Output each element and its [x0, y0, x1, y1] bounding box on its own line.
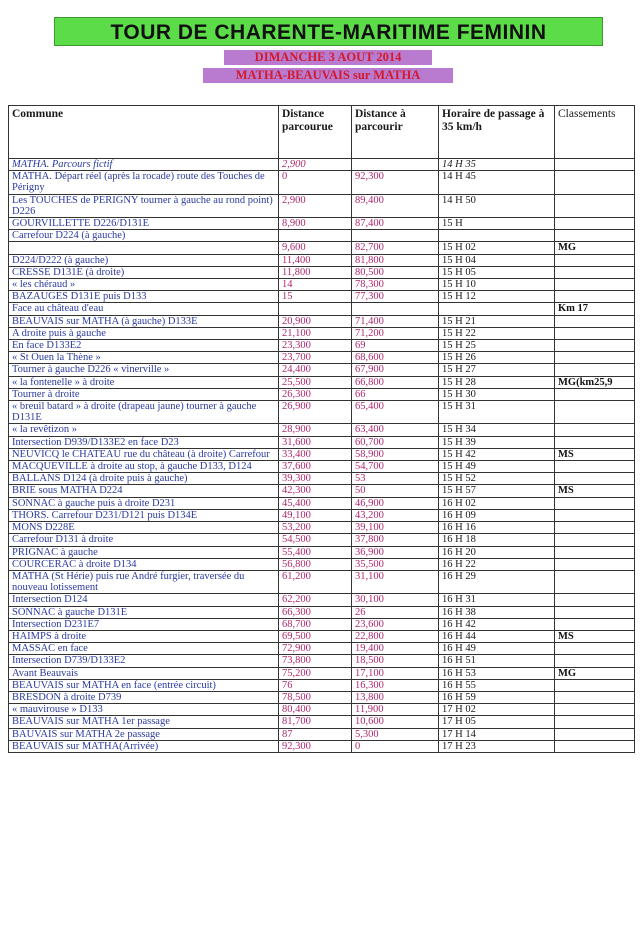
cell-distance-parcourue: 42,300: [279, 485, 352, 497]
cell-commune: Avant Beauvais: [9, 667, 279, 679]
cell-commune: MACQUEVILLE à droite au stop, à gauche D133, D124: [9, 461, 279, 473]
table-row: [9, 485, 635, 497]
cell-commune: MATHA. Parcours fictif: [9, 159, 279, 171]
cell-distance-a-parcourir: 82,700: [352, 242, 439, 254]
cell-commune: SONNAC à gauche puis à droite D231: [9, 497, 279, 509]
cell-distance-a-parcourir: 81,800: [352, 254, 439, 266]
cell-distance-parcourue: 23,300: [279, 340, 352, 352]
table-row: [9, 352, 635, 364]
cell-classement: [555, 327, 635, 339]
cell-classement: [555, 655, 635, 667]
cell-distance-a-parcourir: 11,900: [352, 704, 439, 716]
cell-horaire: 15 H: [439, 218, 555, 230]
cell-distance-parcourue: 26,300: [279, 388, 352, 400]
cell-classement: [555, 424, 635, 436]
cell-distance-a-parcourir: 36,900: [352, 546, 439, 558]
cell-classement: [555, 679, 635, 691]
cell-commune: BAZAUGES D131E puis D133: [9, 291, 279, 303]
table-row: [9, 388, 635, 400]
cell-distance-parcourue: 73,800: [279, 655, 352, 667]
cell-commune: A droite puis à gauche: [9, 327, 279, 339]
cell-commune: Intersection D231E7: [9, 618, 279, 630]
cell-horaire: 15 H 22: [439, 327, 555, 339]
table-row: [9, 254, 635, 266]
cell-distance-parcourue: 55,400: [279, 546, 352, 558]
table-header-row: [9, 106, 635, 159]
cell-distance-a-parcourir: 35,500: [352, 558, 439, 570]
document-title: TOUR DE CHARENTE-MARITIME FEMININ: [54, 17, 603, 46]
cell-horaire: 16 H 51: [439, 655, 555, 667]
cell-commune: BRIE sous MATHA D224: [9, 485, 279, 497]
cell-horaire: 15 H 28: [439, 376, 555, 388]
cell-horaire: 15 H 04: [439, 254, 555, 266]
cell-distance-a-parcourir: 63,400: [352, 424, 439, 436]
cell-distance-a-parcourir: 22,800: [352, 630, 439, 642]
table-row: [9, 194, 635, 217]
cell-classement: [555, 436, 635, 448]
cell-classement: [555, 171, 635, 194]
cell-horaire: 15 H 42: [439, 448, 555, 460]
cell-horaire: 15 H 02: [439, 242, 555, 254]
cell-commune: MONS D228E: [9, 522, 279, 534]
cell-distance-a-parcourir: 67,900: [352, 364, 439, 376]
cell-horaire: 16 H 44: [439, 630, 555, 642]
cell-distance-parcourue: 9,600: [279, 242, 352, 254]
table-row: [9, 704, 635, 716]
cell-horaire: [439, 303, 555, 315]
cell-distance-parcourue: 69,500: [279, 630, 352, 642]
table-row: [9, 315, 635, 327]
cell-distance-a-parcourir: 30,100: [352, 594, 439, 606]
table-row: [9, 728, 635, 740]
cell-commune: BEAUVAIS sur MATHA 1er passage: [9, 716, 279, 728]
table-row: [9, 679, 635, 691]
cell-distance-parcourue: [279, 303, 352, 315]
table-row: [9, 401, 635, 424]
table-row: [9, 558, 635, 570]
cell-distance-a-parcourir: 68,600: [352, 352, 439, 364]
cell-commune: « mauvirouse » D133: [9, 704, 279, 716]
cell-horaire: 16 H 18: [439, 534, 555, 546]
cell-horaire: 16 H 53: [439, 667, 555, 679]
cell-classement: [555, 230, 635, 242]
cell-classement: [555, 534, 635, 546]
cell-distance-parcourue: 80,400: [279, 704, 352, 716]
table-row: [9, 570, 635, 593]
cell-distance-a-parcourir: 60,700: [352, 436, 439, 448]
cell-classement: [555, 266, 635, 278]
cell-distance-a-parcourir: 16,300: [352, 679, 439, 691]
cell-distance-parcourue: 2,900: [279, 194, 352, 217]
table-row: [9, 436, 635, 448]
cell-classement: [555, 704, 635, 716]
table-row: [9, 424, 635, 436]
cell-horaire: 15 H 39: [439, 436, 555, 448]
cell-distance-a-parcourir: 23,600: [352, 618, 439, 630]
cell-distance-parcourue: 92,300: [279, 740, 352, 752]
cell-horaire: 15 H 27: [439, 364, 555, 376]
cell-distance-parcourue: 72,900: [279, 643, 352, 655]
cell-distance-parcourue: 53,200: [279, 522, 352, 534]
cell-commune: HAIMPS à droite: [9, 630, 279, 642]
cell-commune: MASSAC en face: [9, 643, 279, 655]
cell-classement: [555, 401, 635, 424]
cell-classement: [555, 522, 635, 534]
table-row: [9, 667, 635, 679]
cell-distance-parcourue: [279, 230, 352, 242]
cell-classement: [555, 194, 635, 217]
table-row: [9, 291, 635, 303]
cell-commune: « St Ouen la Thène »: [9, 352, 279, 364]
table-row: [9, 594, 635, 606]
cell-horaire: 16 H 31: [439, 594, 555, 606]
race-date: DIMANCHE 3 AOUT 2014: [224, 50, 432, 65]
cell-classement: [555, 254, 635, 266]
cell-commune: COURCERAC à droite D134: [9, 558, 279, 570]
cell-horaire: 16 H 09: [439, 509, 555, 521]
table-row: [9, 230, 635, 242]
table-row: [9, 534, 635, 546]
cell-commune: « la fontenelle » à droite: [9, 376, 279, 388]
cell-classement: [555, 364, 635, 376]
cell-classement: [555, 218, 635, 230]
cell-horaire: 15 H 10: [439, 279, 555, 291]
table-row: [9, 643, 635, 655]
cell-horaire: [439, 230, 555, 242]
cell-distance-a-parcourir: 5,300: [352, 728, 439, 740]
cell-distance-parcourue: 20,900: [279, 315, 352, 327]
cell-commune: BEAUVAIS sur MATHA (à gauche) D133E: [9, 315, 279, 327]
cell-classement: [555, 594, 635, 606]
cell-horaire: 15 H 26: [439, 352, 555, 364]
cell-distance-a-parcourir: 66: [352, 388, 439, 400]
cell-commune: BRESDON à droite D739: [9, 691, 279, 703]
cell-commune: MATHA. Départ réel (après la rocade) route des Touches de Périgny: [9, 171, 279, 194]
cell-classement: MS: [555, 485, 635, 497]
cell-distance-parcourue: 76: [279, 679, 352, 691]
column-header-classements: Classements: [555, 106, 635, 159]
cell-distance-a-parcourir: 39,100: [352, 522, 439, 534]
cell-distance-a-parcourir: [352, 230, 439, 242]
cell-commune: Carrefour D224 (à gauche): [9, 230, 279, 242]
table-row: [9, 340, 635, 352]
cell-distance-parcourue: 75,200: [279, 667, 352, 679]
cell-distance-a-parcourir: 54,700: [352, 461, 439, 473]
cell-classement: [555, 340, 635, 352]
cell-commune: Intersection D739/D133E2: [9, 655, 279, 667]
cell-distance-parcourue: 33,400: [279, 448, 352, 460]
cell-distance-parcourue: 28,900: [279, 424, 352, 436]
cell-distance-a-parcourir: 19,400: [352, 643, 439, 655]
cell-classement: [555, 606, 635, 618]
cell-classement: [555, 291, 635, 303]
cell-commune: Face au château d'eau: [9, 303, 279, 315]
cell-distance-parcourue: 68,700: [279, 618, 352, 630]
cell-classement: MG: [555, 242, 635, 254]
cell-commune: SONNAC à gauche D131E: [9, 606, 279, 618]
cell-distance-parcourue: 56,800: [279, 558, 352, 570]
cell-distance-parcourue: 21,100: [279, 327, 352, 339]
cell-commune: BEAUVAIS sur MATHA en face (entrée circuit): [9, 679, 279, 691]
cell-classement: [555, 558, 635, 570]
cell-classement: [555, 643, 635, 655]
table-row: [9, 473, 635, 485]
cell-distance-a-parcourir: 46,900: [352, 497, 439, 509]
cell-distance-a-parcourir: 65,400: [352, 401, 439, 424]
cell-commune: En face D133E2: [9, 340, 279, 352]
table-row: [9, 279, 635, 291]
cell-horaire: 15 H 30: [439, 388, 555, 400]
cell-horaire: 16 H 20: [439, 546, 555, 558]
cell-classement: [555, 716, 635, 728]
cell-commune: THORS. Carrefour D231/D121 puis D134E: [9, 509, 279, 521]
table-row: [9, 655, 635, 667]
cell-classement: Km 17: [555, 303, 635, 315]
cell-distance-parcourue: 62,200: [279, 594, 352, 606]
column-header-distance-parcourue: Distance parcourue: [279, 106, 352, 159]
cell-commune: D224/D222 (à gauche): [9, 254, 279, 266]
cell-distance-parcourue: 37,600: [279, 461, 352, 473]
cell-horaire: 15 H 31: [439, 401, 555, 424]
cell-commune: Tourner à gauche D226 « vinerville »: [9, 364, 279, 376]
table-row: [9, 606, 635, 618]
cell-horaire: 14 H 35: [439, 159, 555, 171]
cell-commune: BALLANS D124 (à droite puis à gauche): [9, 473, 279, 485]
race-route: MATHA-BEAUVAIS sur MATHA: [203, 68, 453, 83]
cell-distance-parcourue: 24,400: [279, 364, 352, 376]
cell-horaire: 16 H 22: [439, 558, 555, 570]
route-table: [8, 105, 635, 753]
cell-classement: [555, 509, 635, 521]
cell-distance-parcourue: 61,200: [279, 570, 352, 593]
cell-commune: MATHA (St Hérie) puis rue André furgier, traversée du nouveau lotissement: [9, 570, 279, 593]
cell-horaire: 16 H 38: [439, 606, 555, 618]
route-table-body: [9, 159, 635, 753]
table-row: [9, 546, 635, 558]
cell-horaire: 16 H 29: [439, 570, 555, 593]
cell-distance-a-parcourir: 31,100: [352, 570, 439, 593]
cell-distance-a-parcourir: 17,100: [352, 667, 439, 679]
cell-distance-parcourue: 45,400: [279, 497, 352, 509]
cell-distance-a-parcourir: 13,800: [352, 691, 439, 703]
cell-distance-a-parcourir: 26: [352, 606, 439, 618]
cell-commune: GOURVILLETTE D226/D131E: [9, 218, 279, 230]
cell-commune: Carrefour D131 à droite: [9, 534, 279, 546]
cell-distance-parcourue: 49,100: [279, 509, 352, 521]
cell-distance-parcourue: 11,400: [279, 254, 352, 266]
cell-distance-a-parcourir: 69: [352, 340, 439, 352]
table-row: [9, 740, 635, 752]
cell-distance-a-parcourir: 71,200: [352, 327, 439, 339]
cell-classement: MG(km25,9: [555, 376, 635, 388]
cell-distance-parcourue: 8,900: [279, 218, 352, 230]
cell-distance-a-parcourir: 10,600: [352, 716, 439, 728]
cell-commune: Les TOUCHES de PERIGNY tourner à gauche au rond point) D226: [9, 194, 279, 217]
cell-horaire: 16 H 16: [439, 522, 555, 534]
table-row: [9, 448, 635, 460]
cell-distance-parcourue: 54,500: [279, 534, 352, 546]
cell-distance-a-parcourir: 77,300: [352, 291, 439, 303]
cell-distance-a-parcourir: 53: [352, 473, 439, 485]
cell-distance-a-parcourir: 37,800: [352, 534, 439, 546]
cell-distance-parcourue: 0: [279, 171, 352, 194]
cell-distance-parcourue: 25,500: [279, 376, 352, 388]
cell-distance-a-parcourir: 80,500: [352, 266, 439, 278]
cell-horaire: 17 H 14: [439, 728, 555, 740]
cell-classement: [555, 728, 635, 740]
cell-classement: [555, 691, 635, 703]
cell-commune: « les chéraud »: [9, 279, 279, 291]
cell-classement: [555, 159, 635, 171]
cell-horaire: 15 H 52: [439, 473, 555, 485]
cell-commune: BEAUVAIS sur MATHA(Arrivée): [9, 740, 279, 752]
cell-commune: BAUVAIS sur MATHA 2e passage: [9, 728, 279, 740]
column-header-commune: Commune: [9, 106, 279, 159]
cell-distance-parcourue: 2,900: [279, 159, 352, 171]
cell-classement: [555, 461, 635, 473]
cell-distance-a-parcourir: 58,900: [352, 448, 439, 460]
cell-classement: [555, 352, 635, 364]
table-row: [9, 159, 635, 171]
cell-classement: [555, 497, 635, 509]
table-row: [9, 218, 635, 230]
table-row: [9, 364, 635, 376]
cell-distance-a-parcourir: 89,400: [352, 194, 439, 217]
cell-distance-parcourue: 26,900: [279, 401, 352, 424]
table-row: [9, 691, 635, 703]
cell-horaire: 17 H 05: [439, 716, 555, 728]
cell-horaire: 14 H 45: [439, 171, 555, 194]
cell-distance-parcourue: 11,800: [279, 266, 352, 278]
cell-distance-parcourue: 23,700: [279, 352, 352, 364]
table-row: [9, 618, 635, 630]
cell-horaire: 15 H 05: [439, 266, 555, 278]
cell-distance-parcourue: 39,300: [279, 473, 352, 485]
table-row: [9, 266, 635, 278]
table-row: [9, 242, 635, 254]
cell-distance-parcourue: 81,700: [279, 716, 352, 728]
cell-horaire: 14 H 50: [439, 194, 555, 217]
cell-horaire: 17 H 02: [439, 704, 555, 716]
cell-classement: [555, 618, 635, 630]
table-row: [9, 497, 635, 509]
cell-classement: MS: [555, 448, 635, 460]
cell-horaire: 16 H 59: [439, 691, 555, 703]
cell-classement: [555, 279, 635, 291]
cell-distance-a-parcourir: 71,400: [352, 315, 439, 327]
cell-distance-a-parcourir: 0: [352, 740, 439, 752]
cell-commune: PRIGNAC à gauche: [9, 546, 279, 558]
cell-classement: [555, 388, 635, 400]
table-row: [9, 509, 635, 521]
cell-commune: CRESSE D131E (à droite): [9, 266, 279, 278]
cell-commune: « la revêtizon »: [9, 424, 279, 436]
cell-horaire: 17 H 23: [439, 740, 555, 752]
cell-horaire: 15 H 49: [439, 461, 555, 473]
cell-horaire: 15 H 21: [439, 315, 555, 327]
cell-distance-parcourue: 15: [279, 291, 352, 303]
cell-distance-a-parcourir: 87,400: [352, 218, 439, 230]
cell-distance-parcourue: 78,500: [279, 691, 352, 703]
cell-commune: [9, 242, 279, 254]
cell-classement: [555, 473, 635, 485]
cell-distance-parcourue: 87: [279, 728, 352, 740]
cell-commune: Intersection D939/D133E2 en face D23: [9, 436, 279, 448]
cell-distance-parcourue: 14: [279, 279, 352, 291]
cell-distance-parcourue: 31,600: [279, 436, 352, 448]
cell-classement: [555, 740, 635, 752]
cell-horaire: 15 H 12: [439, 291, 555, 303]
cell-distance-a-parcourir: [352, 303, 439, 315]
cell-horaire: 16 H 02: [439, 497, 555, 509]
cell-commune: NEUVICQ le CHATEAU rue du château (à droite) Carrefour: [9, 448, 279, 460]
table-row: [9, 376, 635, 388]
cell-distance-a-parcourir: 43,200: [352, 509, 439, 521]
cell-commune: « breuil batard » à droite (drapeau jaune) tourner à gauche D131E: [9, 401, 279, 424]
cell-distance-a-parcourir: 66,800: [352, 376, 439, 388]
column-header-distance-a-parcourir: Distance à parcourir: [352, 106, 439, 159]
table-row: [9, 327, 635, 339]
cell-distance-parcourue: 66,300: [279, 606, 352, 618]
table-row: [9, 716, 635, 728]
cell-distance-a-parcourir: 18,500: [352, 655, 439, 667]
cell-horaire: 15 H 57: [439, 485, 555, 497]
cell-classement: [555, 570, 635, 593]
cell-horaire: 15 H 34: [439, 424, 555, 436]
table-row: [9, 171, 635, 194]
cell-distance-a-parcourir: [352, 159, 439, 171]
cell-commune: Tourner à droite: [9, 388, 279, 400]
cell-horaire: 15 H 25: [439, 340, 555, 352]
cell-classement: [555, 546, 635, 558]
cell-classement: MS: [555, 630, 635, 642]
cell-distance-a-parcourir: 92,300: [352, 171, 439, 194]
cell-distance-a-parcourir: 50: [352, 485, 439, 497]
table-row: [9, 630, 635, 642]
table-row: [9, 303, 635, 315]
cell-classement: [555, 315, 635, 327]
table-row: [9, 461, 635, 473]
column-header-horaire: Horaire de passage à 35 km/h: [439, 106, 555, 159]
cell-commune: Intersection D124: [9, 594, 279, 606]
table-row: [9, 522, 635, 534]
cell-classement: MG: [555, 667, 635, 679]
cell-horaire: 16 H 55: [439, 679, 555, 691]
cell-horaire: 16 H 49: [439, 643, 555, 655]
cell-horaire: 16 H 42: [439, 618, 555, 630]
cell-distance-a-parcourir: 78,300: [352, 279, 439, 291]
